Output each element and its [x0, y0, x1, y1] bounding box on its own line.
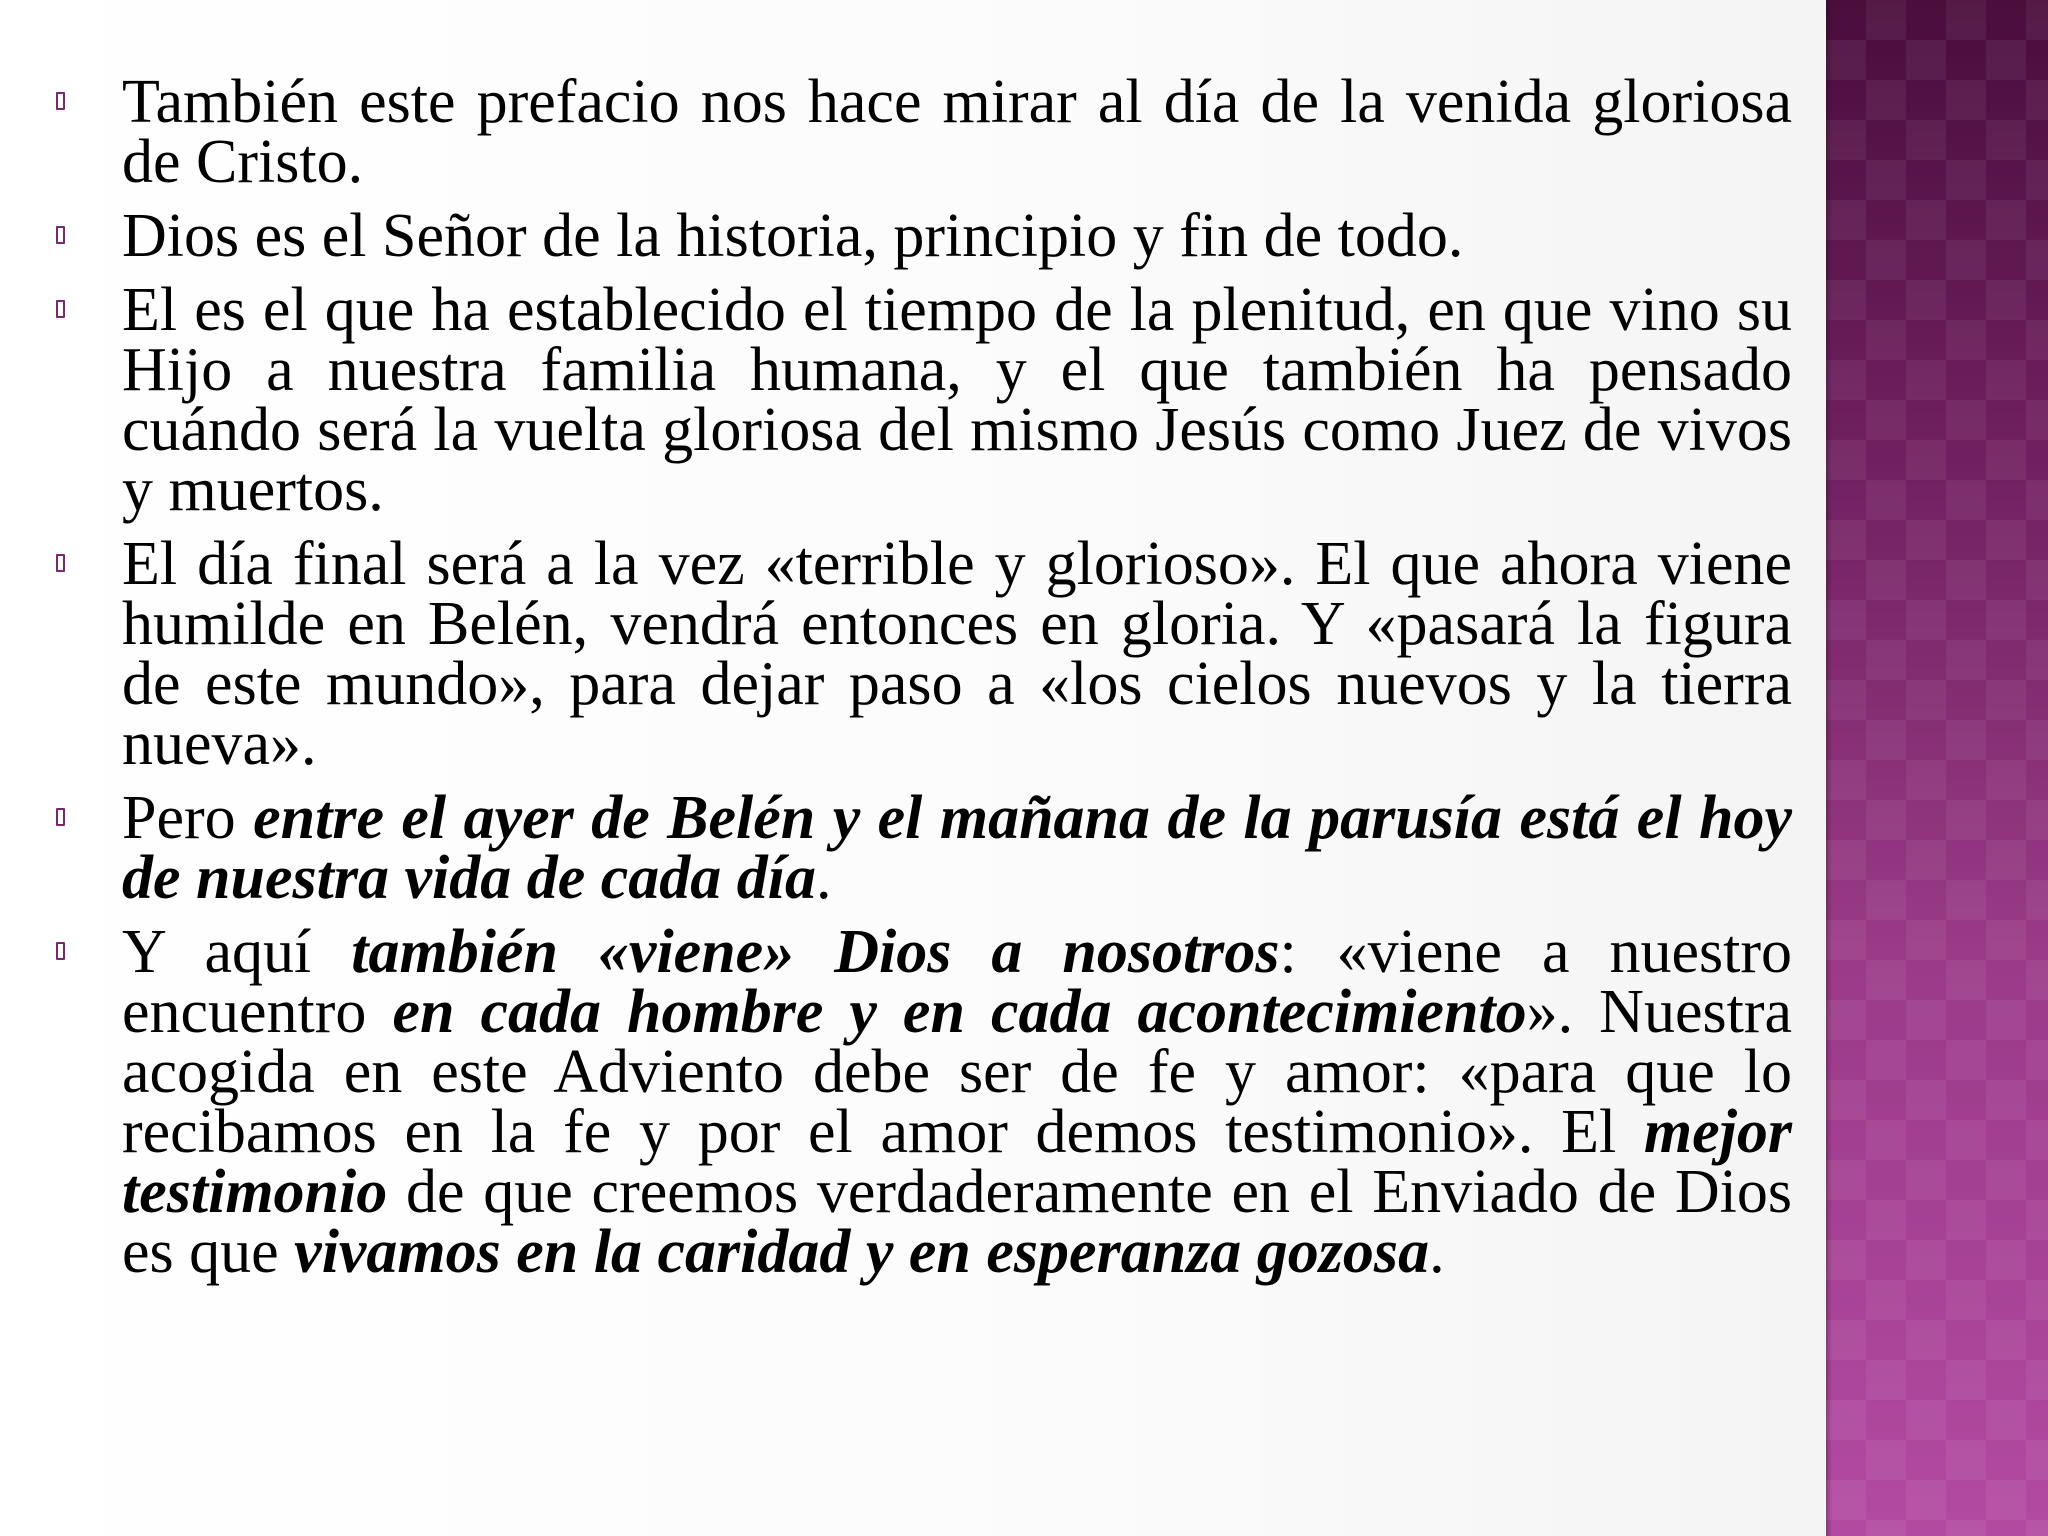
- text-segment: ». Nuestra acogida en este Adviento debe ser de fe y amor: «para que lo recibamos en la fe y por el amor demos testimonio». El: [122, 978, 1792, 1166]
- emphasized-text-segment: entre el ayer de Belén y el mañana de la parusía está el hoy de nuestra vida de cada día: [122, 784, 1792, 912]
- bullet-text: [122, 784, 1792, 912]
- bullet-item: [56, 68, 1792, 196]
- bullet-text: [122, 202, 1792, 270]
- text-segment: El es el que ha establecido el tiempo de la plenitud, en que vino su Hijo a nuestra familia humana, y el que también ha pensado cuándo será la vuelta gloriosa del mismo Jesús como Juez de vivos y muertos.: [122, 276, 1792, 524]
- bullet-icon: [56, 280, 122, 318]
- bullet-icon: [56, 534, 122, 572]
- bullet-icon: [56, 788, 122, 826]
- emphasized-text-segment: en cada hombre y en cada acontecimiento: [392, 978, 1527, 1046]
- bullet-item: [56, 918, 1793, 1286]
- text-segment: .: [1429, 1218, 1445, 1286]
- emphasized-text-segment: vivamos en la caridad y en esperanza gozosa: [294, 1218, 1430, 1286]
- text-segment: Pero: [122, 784, 254, 852]
- bullet-item: [56, 784, 1792, 912]
- bullet-text: [122, 918, 1793, 1286]
- bullet-item: [56, 530, 1792, 778]
- decorative-purple-sidebar: [1826, 0, 2048, 1536]
- bullet-icon: [56, 206, 122, 244]
- bullet-text: [122, 68, 1792, 196]
- bullet-text: [122, 530, 1792, 778]
- bullet-list: [56, 68, 1793, 1296]
- bullet-item: [56, 202, 1792, 270]
- text-segment: El día final será a la vez «terrible y glorioso». El que ahora viene humilde en Belén, vendrá entonces en gloria. Y «pasará la figura de este mundo», para dejar paso a «los cielos nuevos y la tierra nueva».: [122, 530, 1792, 778]
- bullet-icon: [56, 922, 122, 960]
- emphasized-text-segment: mejor testimonio: [122, 1098, 1792, 1226]
- text-segment: : «viene a nuestro encuentro: [122, 918, 1793, 1046]
- diamond-pattern: [1826, 0, 2048, 1536]
- emphasized-text-segment: también «viene» Dios a nosotros: [351, 918, 1280, 986]
- text-segment: Dios es el Señor de la historia, principio y fin de todo.: [122, 202, 1464, 270]
- text-segment: También este prefacio nos hace mirar al día de la venida gloriosa de Cristo.: [122, 68, 1792, 196]
- sidebar-shadow-edge: [1826, 0, 1832, 1536]
- bullet-text: [122, 276, 1792, 524]
- text-segment: .: [816, 844, 832, 912]
- text-segment: de que creemos verdaderamente en el Enviado de Dios es que: [122, 1158, 1792, 1286]
- text-segment: Y aquí: [122, 918, 352, 986]
- bullet-icon: [56, 72, 122, 110]
- bullet-item: [56, 276, 1792, 524]
